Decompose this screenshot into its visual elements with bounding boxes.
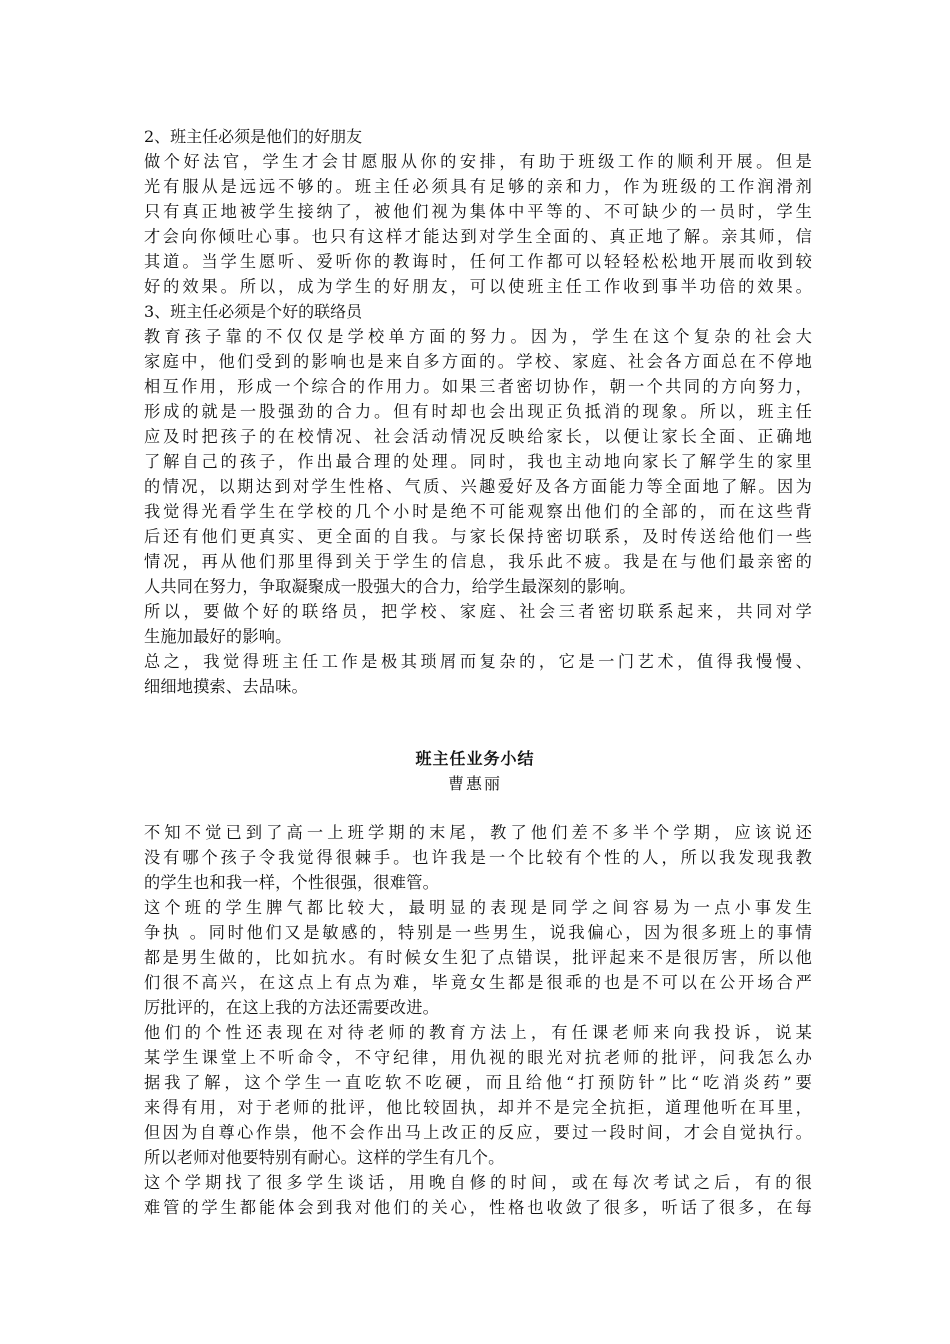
text-line: 难管的学生都能体会到我对他们的关心，性格也收敛了很多，听话了很多，在每: [144, 1198, 812, 1217]
paragraph-intro: [144, 820, 812, 895]
text-line: 他们的个性还表现在对待老师的教育方法上，有任课老师来向我投诉，说某: [144, 1023, 812, 1042]
text-line: 生施加最好的影响。: [144, 627, 292, 646]
text-line: 相互作用，形成一个综合的作用力。如果三者密切协作，朝一个共同的方向努力，: [144, 377, 812, 396]
text-line: 情况，再从他们那里得到关于学生的信息，我乐此不疲。我是在与他们最亲密的: [144, 552, 812, 571]
text-line: 所以老师对他要特别有耐心。这样的学生有几个。: [144, 1148, 505, 1167]
text-line: 才会向你倾吐心事。也只有这样才能达到对学生全面的、真正地了解。亲其师，信: [144, 227, 812, 246]
text-line: 只有真正地被学生接纳了，被他们视为集体中平等的、不可缺少的一员时，学生: [144, 202, 812, 221]
text-line: 据我了解，这个学生一直吃软不吃硬，而且给他“打预防针”比“吃消炎药”要: [144, 1073, 812, 1092]
text-line: 我觉得光看学生在学校的几个小时是绝不可能观察出他们的全部的，而在这些背: [144, 502, 812, 521]
text-line: 这个学期找了很多学生谈话，用晚自修的时间，或在每次考试之后，有的很: [144, 1173, 812, 1192]
text-line: 这个班的学生脾气都比较大，最明显的表现是同学之间容易为一点小事发生: [144, 898, 812, 917]
text-line: 来得有用，对于老师的批评，他比较固执，却并不是完全抗拒，道理他听在耳里，: [144, 1098, 812, 1117]
text-line: 某学生课堂上不听命令，不守纪律，用仇视的眼光对抗老师的批评，问我怎么办: [144, 1048, 812, 1067]
text-line: 应及时把孩子的在校情况、社会活动情况反映给家长，以便让家长全面、正确地: [144, 427, 812, 446]
text-line: 所以，要做个好的联络员，把学校、家庭、社会三者密切联系起来，共同对学: [144, 602, 812, 621]
text-line: 没有哪个孩子令我觉得很棘手。也许我是一个比较有个性的人，所以我发现我教: [144, 848, 812, 867]
paragraph-liaison-summary: [144, 599, 812, 649]
document-title: 班主任业务小结: [415, 749, 535, 768]
paragraph-liaison: [144, 324, 812, 599]
section-heading-2: 2、班主任必须是他们的好朋友: [144, 127, 363, 146]
text-line: 好的效果。所以，成为学生的好朋友，可以使班主任工作收到事半功倍的效果。: [144, 277, 812, 296]
text-line: 不知不觉已到了高一上班学期的末尾，教了他们差不多半个学期，应该说还: [144, 823, 812, 842]
text-line: 做个好法官，学生才会甘愿服从你的安排，有助于班级工作的顺利开展。但是: [144, 152, 812, 171]
document-page-lower: [144, 820, 812, 1220]
text-line: 的学生也和我一样，个性很强，很难管。: [144, 873, 439, 892]
text-line: 争执 。同时他们又是敏感的，特别是一些男生，说我偏心，因为很多班上的事情: [144, 923, 812, 942]
text-line: 的情况，以期达到对学生性格、气质、兴趣爱好及各方面能力等全面地了解。因为: [144, 477, 812, 496]
text-line: 后还有他们更真实、更全面的自我。与家长保持密切联系，及时传送给他们一些: [144, 527, 812, 546]
text-line: 厉批评的，在这上我的方法还需要改进。: [144, 998, 439, 1017]
text-line: 了解自己的孩子，作出最合理的处理。同时，我也主动地向家长了解学生的家里: [144, 452, 812, 471]
document-page-upper: [144, 124, 812, 699]
text-line: 细细地摸索、去品味。: [144, 677, 308, 696]
paragraph-temper: [144, 895, 812, 1020]
text-line: 都是男生做的，比如抗水。有时候女生犯了点错误，批评起来不是很厉害，所以他: [144, 948, 812, 967]
section-heading-3: 3、班主任必须是个好的联络员: [144, 302, 363, 321]
paragraph-talks: [144, 1170, 812, 1220]
text-line: 教育孩子靠的不仅仅是学校单方面的努力。因为，学生在这个复杂的社会大: [144, 327, 812, 346]
text-line: 形成的就是一股强劲的合力。但有时却也会出现正负抵消的现象。所以，班主任: [144, 402, 812, 421]
text-line: 们很不高兴，在这点上有点为难，毕竟女生都是很乖的也是不可以在公开场合严: [144, 973, 812, 992]
paragraph-conclusion: [144, 649, 812, 699]
text-line: 人共同在努力，争取凝聚成一股强大的合力，给学生最深刻的影响。: [144, 577, 636, 596]
paragraph-teaching-method: [144, 1020, 812, 1170]
paragraph-good-friend: [144, 149, 812, 299]
text-line: 其道。当学生愿听、爱听你的教诲时，任何工作都可以轻轻松松地开展而收到较: [144, 252, 812, 271]
text-line: 总之，我觉得班主任工作是极其琐屑而复杂的，它是一门艺术，值得我慢慢、: [144, 652, 812, 671]
text-line: 但因为自尊心作祟，他不会作出马上改正的反应，要过一段时间，才会自觉执行。: [144, 1123, 812, 1142]
text-line: 光有服从是远远不够的。班主任必须具有足够的亲和力，作为班级的工作润滑剂: [144, 177, 812, 196]
text-line: 家庭中，他们受到的影响也是来自多方面的。学校、家庭、社会各方面总在不停地: [144, 352, 812, 371]
document-author: 曹惠丽: [447, 774, 502, 793]
